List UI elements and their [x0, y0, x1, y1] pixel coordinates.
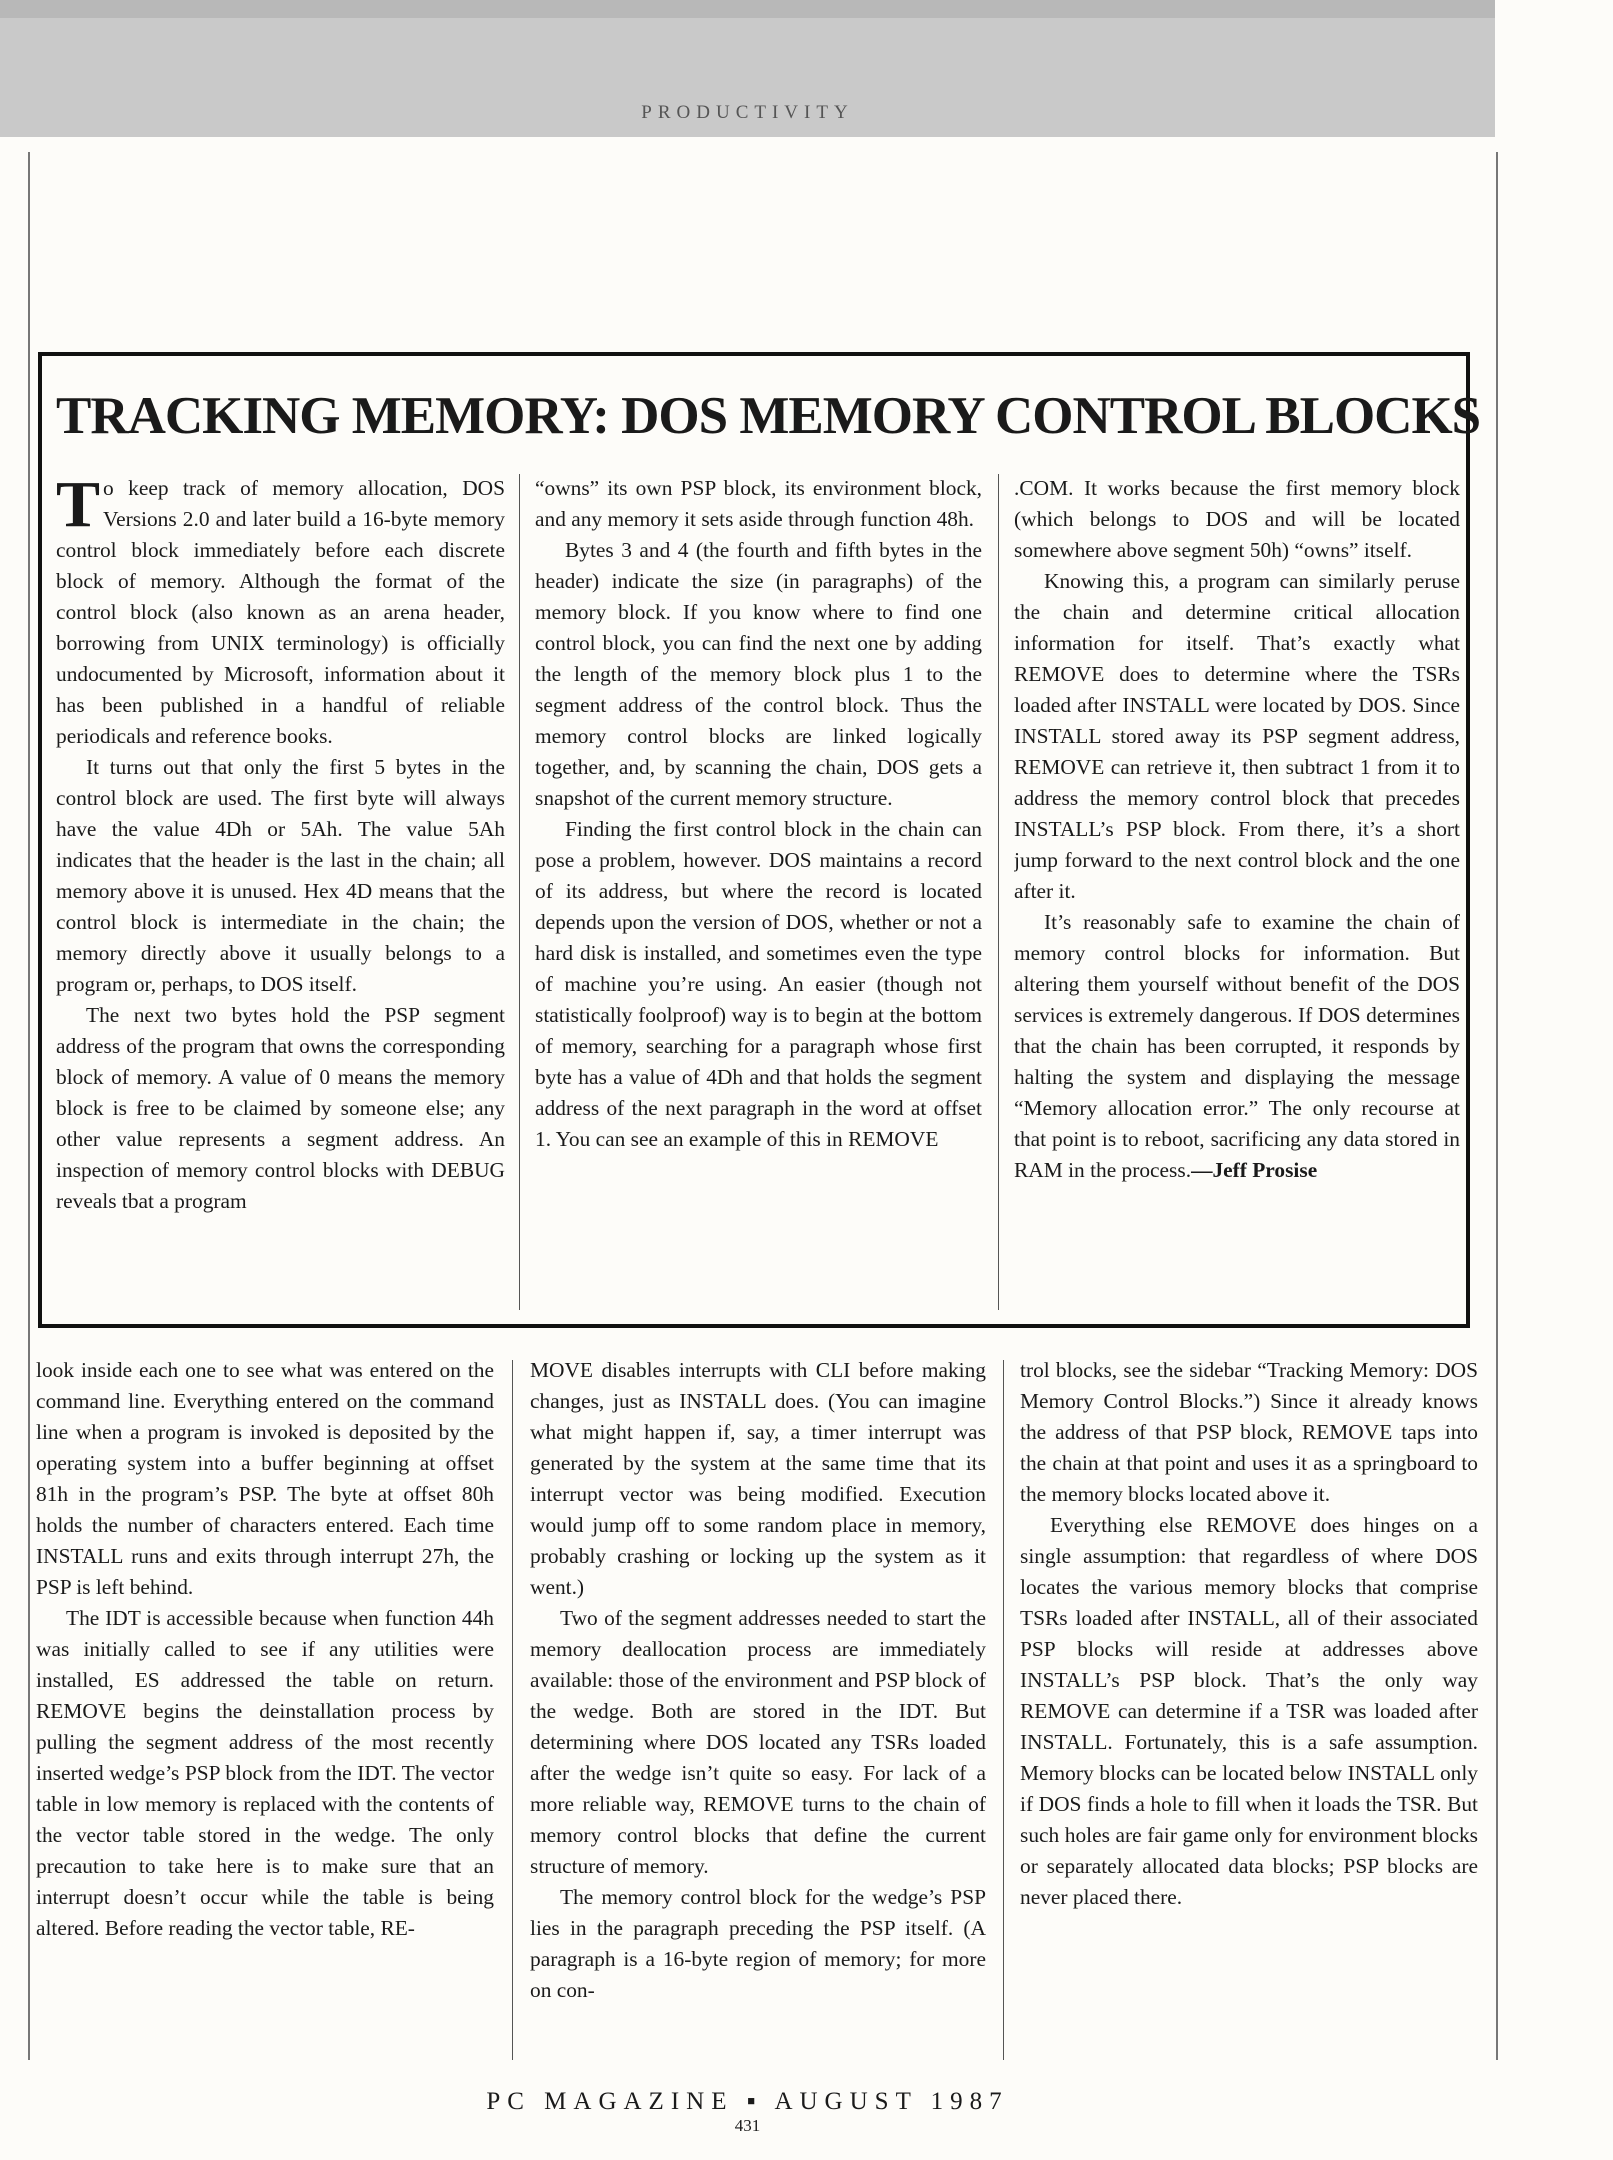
- article-column-3: [1020, 1355, 1478, 2067]
- article-column-2: [530, 1355, 986, 2067]
- header-band-shade: [0, 0, 1495, 18]
- sidebar-title: TRACKING MEMORY: DOS MEMORY CONTROL BLOCKS: [56, 387, 1481, 445]
- column-divider: [998, 474, 999, 1310]
- column-divider: [1003, 1360, 1004, 2060]
- article-paragraph: Two of the segment addresses needed to start the memory deallocation process are immediately available: those of the environment and PSP block of the wedge. Both are stored in the IDT. But determining where DOS located any TSRs loaded after the wedge isn’t quite so easy. For lack of a more reliable way, REMOVE turns to the chain of memory control blocks that define the current structure of memory.: [530, 1606, 986, 1878]
- article-column-1: [36, 1355, 494, 2067]
- sidebar-column-2: [535, 473, 982, 1313]
- column-divider: [519, 474, 520, 1310]
- page-number: 431: [734, 2116, 761, 2135]
- sidebar-box: [38, 352, 1481, 1328]
- sidebar-paragraph: [1014, 907, 1460, 1186]
- article-paragraph: look inside each one to see what was entered on the command line. Everything entered on the command line when a program is invoked is deposited by the operating system into a buffer beginning at offset 81h in the program’s PSP. The byte at offset 80h holds the number of characters entered. Each time INSTALL runs and exits through interrupt 27h, the PSP is left behind.: [36, 1358, 494, 1599]
- article-paragraph: Everything else REMOVE does hinges on a single assumption: that regardless of where DOS locates the various memory blocks that comprise TSRs loaded after INSTALL, all of their associated PSP blocks will reside at addresses above INSTALL’s PSP block. That’s the only way REMOVE can determine if a TSR was loaded after INSTALL. Fortunately, this is a safe assumption. Memory blocks can be located below INSTALL only if DOS finds a hole to fill when it loads the TSR. But such holes are fair game only for environment blocks or separately allocated data blocks; PSP blocks are never placed there.: [1020, 1513, 1478, 1909]
- sidebar-paragraph: Finding the first control block in the chain can pose a problem, however. DOS maintains a record of its address, but where the record is located depends upon the version of DOS, whether or not a hard disk is installed, and sometimes even the type of machine you’re using. An easier (though not statistically foolproof) way is to begin at the bottom of memory, searching for a paragraph whose first byte has a value of 4Dh and that holds the segment address of the next paragraph in the word at offset 1. You can see an example of this in REMOVE: [535, 817, 982, 1151]
- sidebar-paragraph: [56, 473, 505, 752]
- sidebar-column-1: [56, 473, 505, 1313]
- sidebar-paragraph: Knowing this, a program can similarly peruse the chain and determine critical allocation information for itself. That’s exactly what REMOVE does to determine where the TSRs loaded after INSTALL were located by DOS. Since INSTALL stored away its PSP segment address, REMOVE can retrieve it, then subtract 1 from it to address the memory control block that precedes INSTALL’s PSP block. From there, it’s a short jump forward to the next control block and the one after it.: [1014, 569, 1460, 903]
- section-label: PRODUCTIVITY: [641, 102, 854, 123]
- sidebar-paragraph: Bytes 3 and 4 (the fourth and fifth bytes in the header) indicate the size (in paragraphs) of the memory block. If you know where to find one control block, you can find the next one by adding the length of the memory block plus 1 to the segment address of the control block. Thus the memory control blocks are linked logically together, and, by scanning the chain, DOS gets a snapshot of the current memory structure.: [535, 538, 982, 810]
- sidebar-paragraph: “owns” its own PSP block, its environment block, and any memory it sets aside through function 48h.: [535, 476, 982, 531]
- page-frame-left-rule: [28, 152, 30, 2060]
- article-paragraph: The memory control block for the wedge’s PSP lies in the paragraph preceding the PSP itself. (A paragraph is a 16-byte region of memory; for more on con-: [530, 1885, 986, 2002]
- sidebar-paragraph: It turns out that only the first 5 bytes in the control block are used. The first byte will always have the value 4Dh or 5Ah. The value 5Ah indicates that the header is the last in the chain; all memory above it is unused. Hex 4D means that the control block is intermediate in the chain; the memory directly above it usually belongs to a program or, perhaps, to DOS itself.: [56, 755, 505, 996]
- page-frame-right-rule: [1496, 152, 1498, 2060]
- article-paragraph: The IDT is accessible because when function 44h was initially called to see if any utilities were installed, ES addressed the table on return. REMOVE begins the deinstallation process by pulling the segment address of the most recently inserted wedge’s PSP block from the IDT. The vector table in low memory is replaced with the contents of the vector table stored in the wedge. The only precaution to take here is to make sure that an interrupt doesn’t occur while the table is being altered. Before reading the vector table, RE-: [36, 1606, 494, 1940]
- article-paragraph: MOVE disables interrupts with CLI before making changes, just as INSTALL does. (You can imagine what might happen if, say, a timer interrupt was generated by the system at the same time that its interrupt vector was being modified. Execution would jump off to some random place in memory, probably crashing or locking up the system as it went.): [530, 1358, 986, 1599]
- sidebar-paragraph-text: o keep track of memory allocation, DOS Versions 2.0 and later build a 16-byte memory control block immediately before each discrete block of memory. Although the format of the control block (also known as an arena header, borrowing from UNIX terminology) is officially undocumented by Microsoft, information about it has been published in a handful of reliable periodicals and reference books.: [56, 476, 505, 748]
- magazine-footer: PC MAGAZINE ▪ AUGUST 1987: [486, 2088, 1009, 2115]
- column-divider: [512, 1360, 513, 2060]
- article-paragraph: trol blocks, see the sidebar “Tracking Memory: DOS Memory Control Blocks.”) Since it already knows the address of that PSP block, REMOVE taps into the chain at that point and uses it as a springboard to the memory blocks located above it.: [1020, 1358, 1478, 1506]
- sidebar-paragraph: The next two bytes hold the PSP segment address of the program that owns the corresponding block of memory. A value of 0 means the memory block is free to be claimed by someone else; any other value represents a segment address. An inspection of memory control blocks with DEBUG reveals tbat a program: [56, 1003, 505, 1213]
- sidebar-column-3: [1014, 473, 1460, 1313]
- sidebar-paragraph: .COM. It works because the first memory block (which belongs to DOS and will be located somewhere above segment 50h) “owns” itself.: [1014, 476, 1460, 562]
- sidebar-paragraph-text: It’s reasonably safe to examine the chain of memory control blocks for information. But altering them yourself without benefit of the DOS services is extremely dangerous. If DOS determines that the chain has been corrupted, it responds by halting the system and displaying the message “Memory allocation error.” The only recourse at that point is to reboot, sacrificing any data stored in RAM in the process.: [1014, 910, 1460, 1182]
- drop-cap: T: [56, 473, 101, 541]
- author-byline: —Jeff Prosise: [1191, 1158, 1318, 1182]
